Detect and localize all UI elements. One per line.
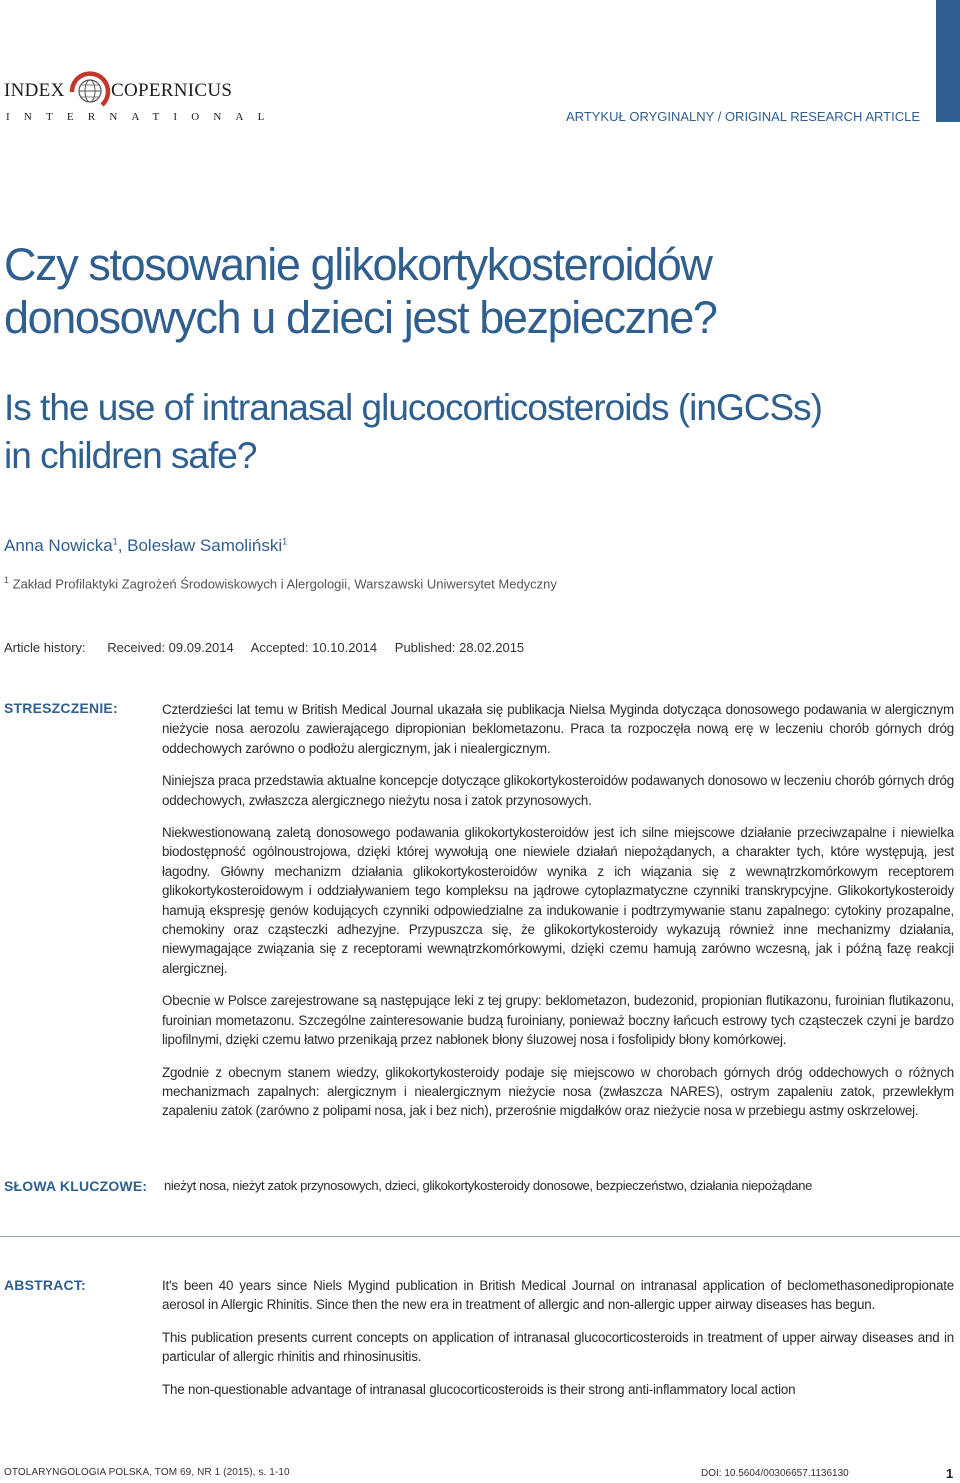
streszczenie-paragraph: Czterdzieści lat temu w British Medical Journal ukazała się publikacja Nielsa Myginda dotycząca donosowego podawania w alergicznym nieżycie nosa aerozolu zawierającego dipropionian beklometazonu. Praca ta rozpoczęła nową erę w leczeniu chorób górnych dróg oddechowych zarówno o podłożu alergicznym, jak i niealergicznym. <box>162 702 954 756</box>
abstract-paragraph: This publication presents current concepts on application of intranasal glucocorticosteroids in treatment of upper airway diseases and in particular of allergic rhinitis and rhinosinusitis. <box>162 1329 954 1365</box>
title-polish-line2: donosowych u dzieci jest bezpieczne? <box>4 292 717 343</box>
published-date: Published: 28.02.2015 <box>394 640 525 655</box>
title-polish <box>4 238 904 344</box>
logo-word-copernicus: COPERNICUS <box>111 80 233 101</box>
author-separator: , <box>117 536 128 555</box>
title-polish-line1: Czy stosowanie glikokortykosteroidów <box>4 239 712 290</box>
article-history <box>4 640 538 655</box>
streszczenie-paragraph: Niniejsza praca przedstawia aktualne koncepcje dotyczące glikokortykosteroidów podawanych donosowo w leczeniu chorób górnych dróg oddechowych, zwłaszcza alergicznego nieżytu nosa i zatok przynosowych. <box>162 773 954 808</box>
affiliation-text: Zakład Profilaktyki Zagrożeń Środowiskowych i Alergologii, Warszawski Uniwersytet Medyczny <box>12 576 557 592</box>
keywords-label: SŁOWA KLUCZOWE: <box>4 1178 148 1194</box>
author-affiliation-mark: 1 <box>112 536 118 547</box>
accepted-date: Accepted: 10.10.2014 <box>250 640 378 655</box>
history-label: Article history: <box>4 640 86 655</box>
doi: DOI: 10.5604/00306657.1136130 <box>701 1468 849 1479</box>
streszczenie-paragraph: Obecnie w Polsce zarejestrowane są następujące leki z tej grupy: beklometazon, budezonid, propionian flutikazonu, furoinian flutikazonu, furoinian mometazonu. Szczególne zainteresowanie budzą furoiniany, ponieważ boczny łańcuch estrowy tych cząsteczek czyni je bardzo lipofilnymi, dzięki czemu łatwo przenikają przez nabłonek błony śluzowej nosa i fosfolipidy błony komórkowej. <box>162 993 954 1048</box>
affiliation <box>4 575 557 591</box>
affiliation-mark: 1 <box>4 575 10 585</box>
author-list <box>4 536 287 556</box>
author-name: Bolesław Samoliński <box>127 536 283 555</box>
article-type-label: ARTYKUŁ ORYGINALNY / ORIGINAL RESEARCH ARTICLE <box>566 109 920 124</box>
streszczenie-paragraph: Niekwestionowaną zaletą donosowego podawania glikokortykosteroidów jest ich silne miejscowe działanie przeciwzapalne i niewielka biodostępność ogólnoustrojowa, dzięki której wywołują one niewiele działań niepożądanych, a charakter tych, które występują, jest łagodny. Główny mechanizm działania glikokortykosteroidów wynika z ich wiązania się z wewnątrzkomórkowym receptorem glikokortykosteroidowym i oddziaływaniem tego kompleksu na jądrowe cytoplazmatyczne czynniki transkrypcyjne. Glikokortykosteroidy hamują ekspresję genów kodujących czynniki odpowiedzialne za indukowanie i podtrzymywanie stanu zapalnego: cytokiny prozapalne, chemokiny oraz cząsteczki adhezyjne. Przypuszcza się, że glikokortykosteroidy wykazują również inne mechanizmy działania, niewymagające związania się z receptorami wewnątrzkomórkowymi, dzięki czemu hamują zarówno wczesną, jak i późną fazę reakcji alergicznej. <box>162 825 954 976</box>
streszczenie-paragraph: Zgodnie z obecnym stanem wiedzy, glikokortykosteroidy podaje się miejscowo w chorobach górnych dróg oddechowych o różnych mechanizmach zapalnych: alergicznym i niealergicznym nieżycie nosa (zwłaszcza NARES), ostrym zapaleniu zatok, przewlekłym zapaleniu zatok (zarówno z polipami nosa, jak i bez nich), przerośnie migdałków oraz nieżycie nosa w przebiegu astmy oskrzelowej. <box>162 1064 954 1119</box>
abstract-paragraph: It's been 40 years since Niels Mygind publication in British Medical Journal on intranasal application of beclomethasonedipropionate aerosol in Allergic Rhinitis. Since then the new era in treatment of allergic and non-allergic upper airway diseases has begun. <box>162 1278 954 1313</box>
title-english <box>4 384 904 480</box>
section-divider <box>0 1236 960 1237</box>
abstract-paragraph: The non-questionable advantage of intranasal glucocorticosteroids is their strong anti-inflammatory local action <box>162 1381 796 1397</box>
globe-logo-icon <box>68 68 112 112</box>
title-english-line2: in children safe? <box>4 435 257 476</box>
abstract-label: ABSTRACT: <box>4 1277 86 1293</box>
abstract-body <box>162 1276 954 1412</box>
header-accent-bar <box>936 0 960 122</box>
logo-subtitle: INTERNATIONAL <box>6 111 279 123</box>
author-name: Anna Nowicka <box>4 536 113 555</box>
logo-word-index: INDEX <box>4 80 65 101</box>
journal-citation: OTOLARYNGOLOGIA POLSKA, TOM 69, NR 1 (2015), s. 1-10 <box>4 1467 290 1478</box>
keywords-text: nieżyt nosa, nieżyt zatok przynosowych, dzieci, glikokortykosteroidy donosowe, bezpieczeństwo, działania niepożądane <box>164 1178 813 1193</box>
received-date: Received: 09.09.2014 <box>107 640 234 655</box>
page-number: 1 <box>946 1466 954 1481</box>
index-copernicus-logo <box>4 68 279 128</box>
streszczenie-body <box>162 700 954 1134</box>
author-affiliation-mark: 1 <box>282 536 288 547</box>
streszczenie-label: STRESZCZENIE: <box>4 700 118 716</box>
title-english-line1: Is the use of intranasal glucocorticosteroids (inGCSs) <box>4 387 822 428</box>
